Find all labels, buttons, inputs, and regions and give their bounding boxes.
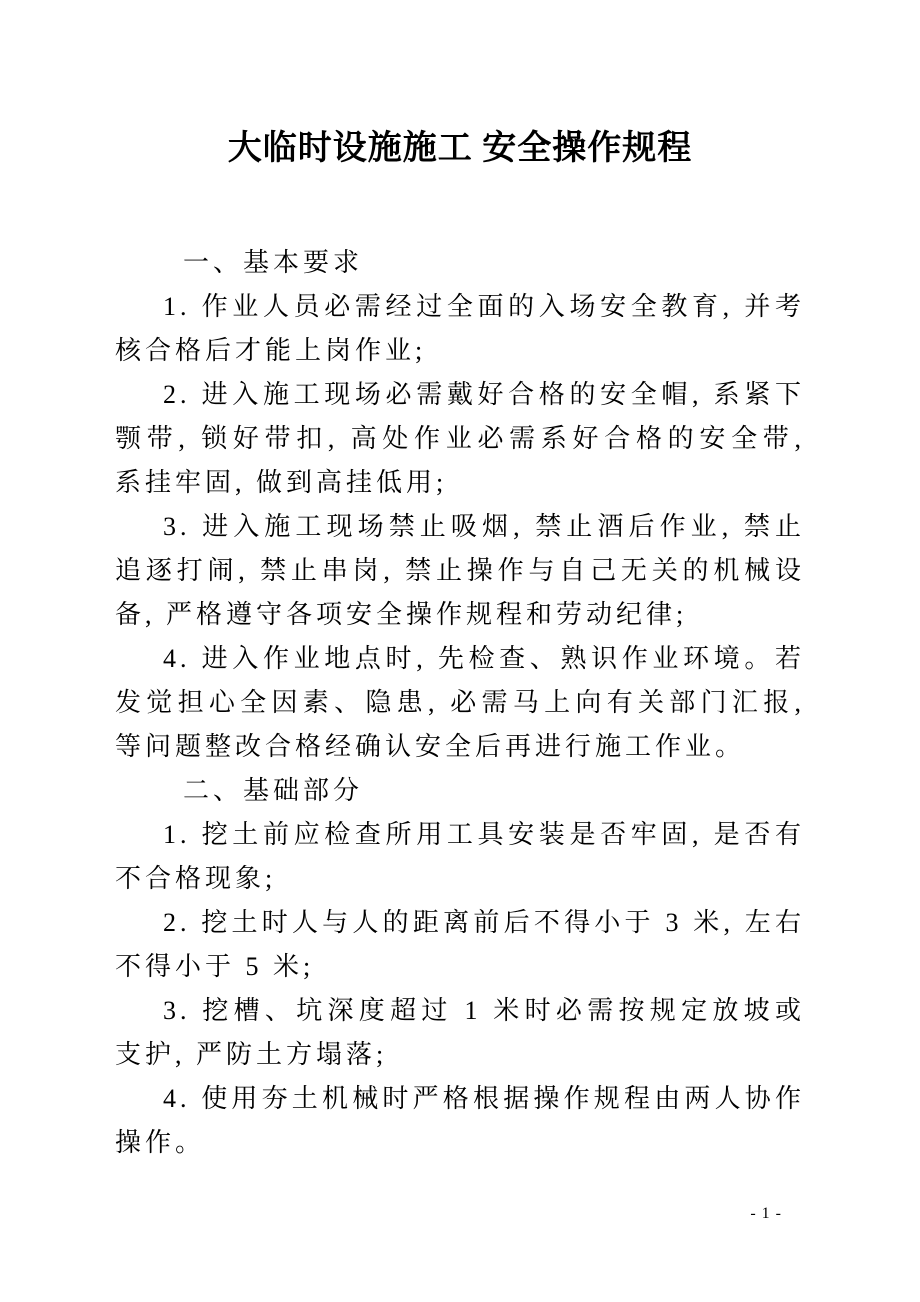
- paragraph: 1. 挖土前应检查所用工具安装是否牢固, 是否有不合格现象;: [115, 820, 805, 893]
- paragraph: 3. 进入施工现场禁止吸烟, 禁止酒后作业, 禁止追逐打闹, 禁止串岗, 禁止操作与自己无关的机械设备, 严格遵守各项安全操作规程和劳动纪律;: [115, 512, 805, 629]
- section-heading: 一、基本要求: [183, 248, 364, 277]
- page-number: - 1 -: [750, 1205, 782, 1222]
- paragraph: 3. 挖槽、坑深度超过 1 米时必需按规定放坡或支护, 严防土方塌落;: [115, 996, 805, 1069]
- paragraph: 4. 进入作业地点时, 先检查、熟识作业环境。若发觉担心全因素、隐患, 必需马上向有关部门汇报, 等问题整改合格经确认安全后再进行施工作业。: [115, 644, 805, 761]
- paragraph: 2. 进入施工现场必需戴好合格的安全帽, 系紧下颚带, 锁好带扣, 高处作业必需系好合格的安全带, 系挂牢固, 做到高挂低用;: [115, 380, 805, 497]
- paragraph: 4. 使用夯土机械时严格根据操作规程由两人协作操作。: [115, 1084, 805, 1157]
- paragraph: 1. 作业人员必需经过全面的入场安全教育, 并考核合格后才能上岗作业;: [115, 292, 805, 365]
- page-footer: [750, 1204, 782, 1224]
- document-body: [0, 241, 920, 1165]
- paragraph: 2. 挖土时人与人的距离前后不得小于 3 米, 左右不得小于 5 米;: [115, 908, 805, 981]
- document-title: 大临时设施施工 安全操作规程: [227, 130, 693, 167]
- section-heading: 二、基础部分: [183, 776, 364, 805]
